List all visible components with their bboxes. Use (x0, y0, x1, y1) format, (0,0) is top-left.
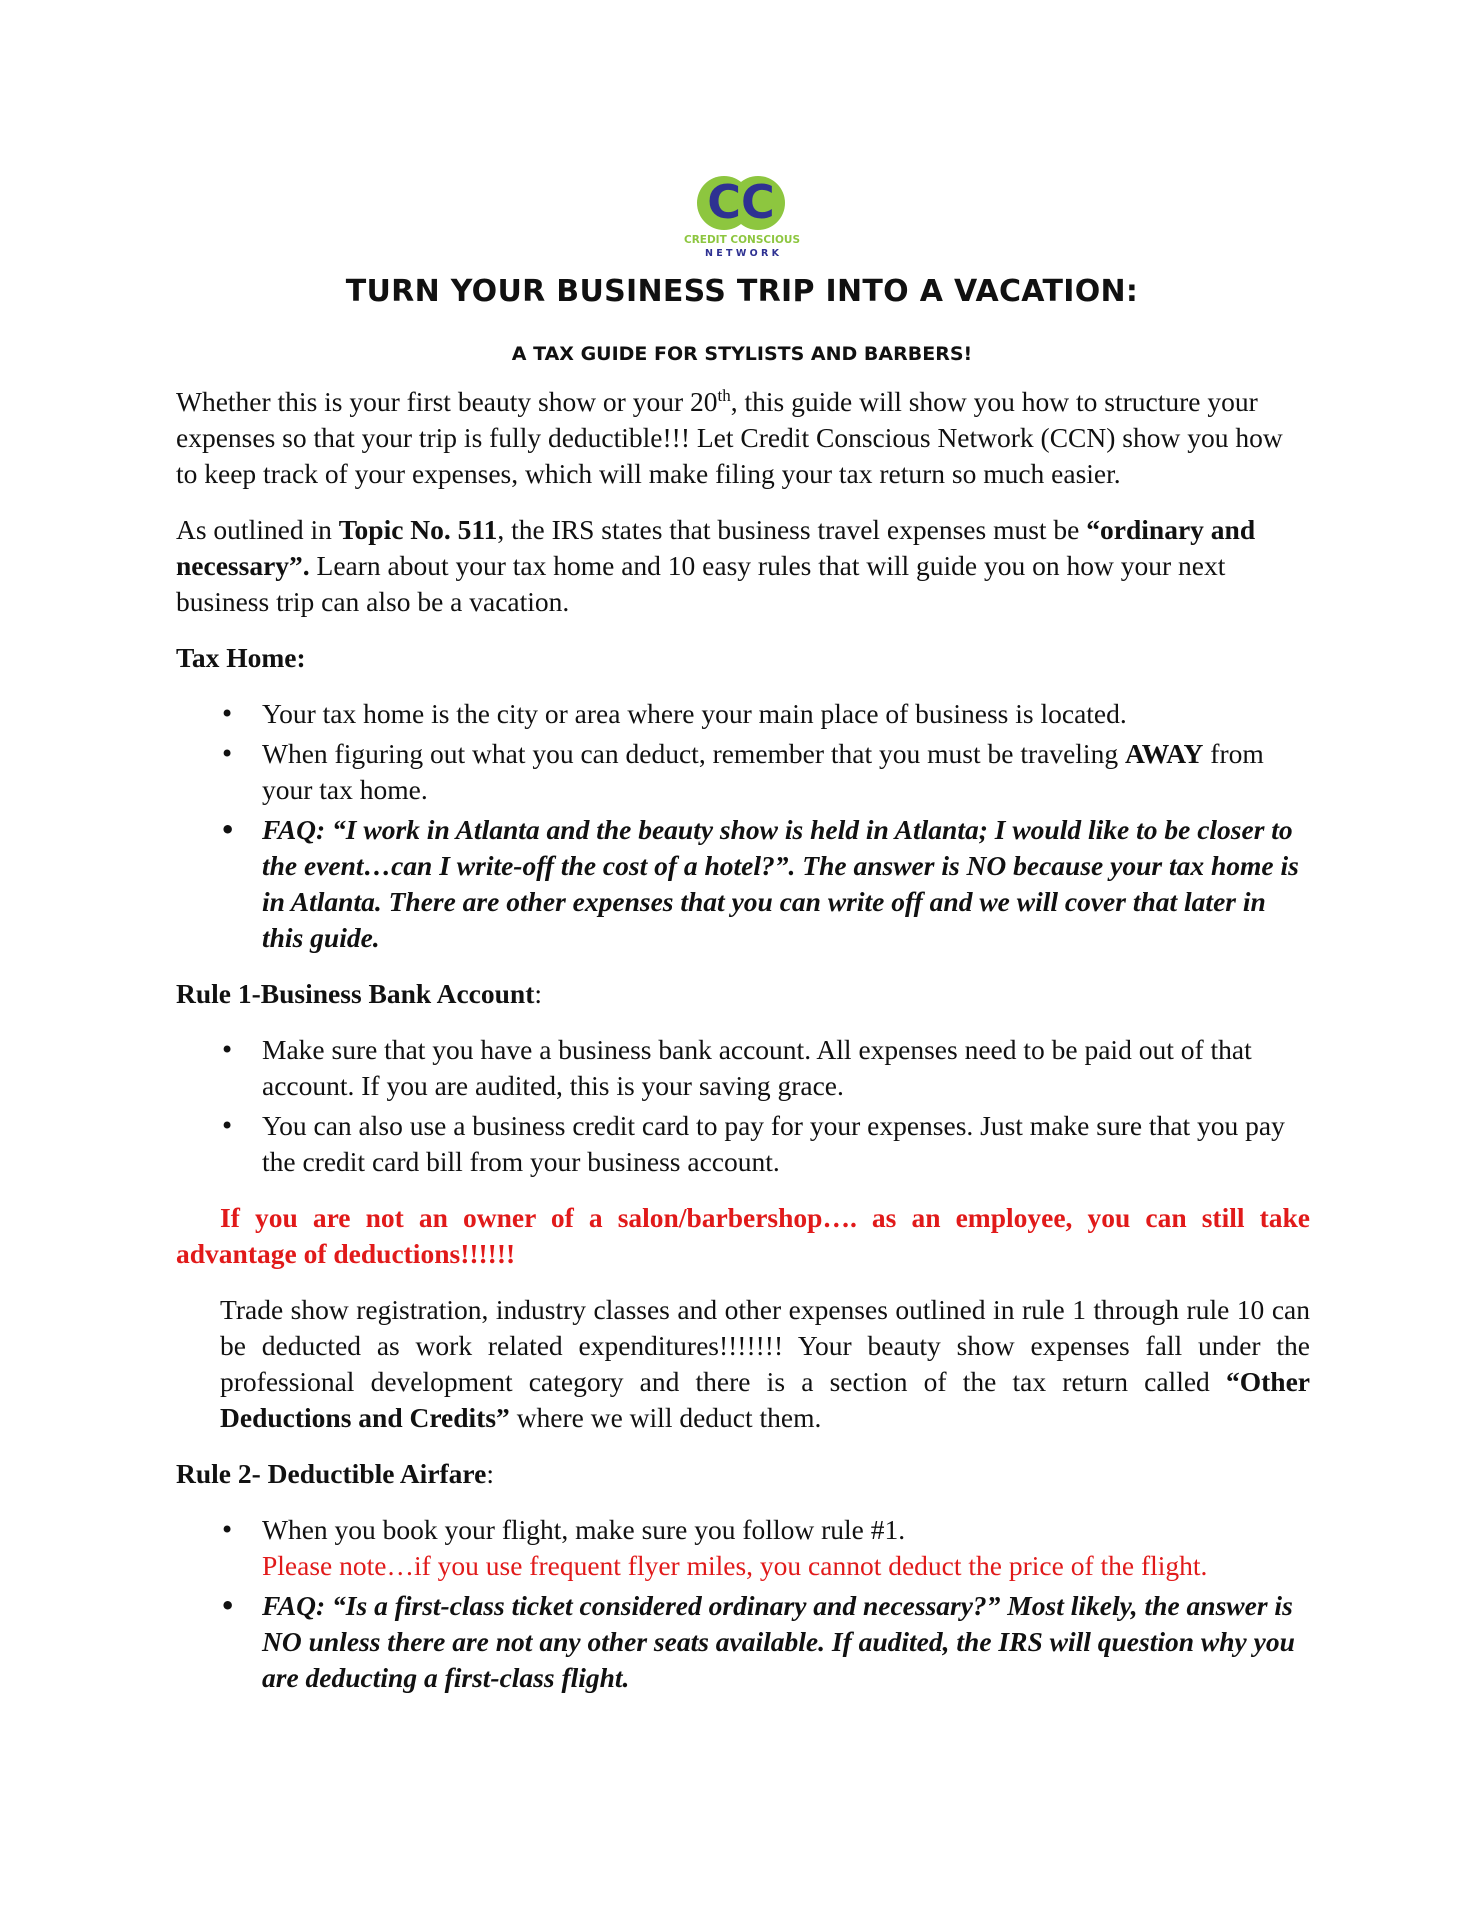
logo-letters: CC (707, 175, 775, 229)
rule2-list (176, 1512, 1310, 1696)
tax-home-list (176, 696, 1310, 956)
rule1-list (176, 1032, 1310, 1180)
faq-item: • FAQ: “I work in Atlanta and the beauty show is held in Atlanta; I would like to be closer to the event…can I write-off the cost of a hotel?”. The answer is NO because your tax home is in Atlanta. There are other expenses that you can write off and we will cover that later in this guide. (176, 812, 1310, 956)
tax-home-heading: Tax Home: (176, 642, 306, 673)
rule1-heading: Rule 1-Business Bank Account: (176, 978, 542, 1009)
trade-show-paragraph: Trade show registration, industry classes and other expenses outlined in rule 1 through rule 10 can be deducted as work related expenditures!!!!!!! Your beauty show expenses fall under the professional development category and there is a section of the tax return called “Other Deductions and Credits” where we will deduct them. (220, 1294, 1310, 1433)
outline-paragraph: As outlined in Topic No. 511, the IRS states that business travel expenses must be “ordinary and necessary”. Learn about your tax home and 10 easy rules that will guide you on how your next business trip can also be a vacation. (176, 514, 1256, 617)
employee-note: If you are not an owner of a salon/barbershop…. as an employee, you can still take advantage of deductions!!!!!! (176, 1202, 1310, 1269)
intro-paragraph: Whether this is your first beauty show or your 20th, this guide will show you how to structure your expenses so that your trip is fully deductible!!! Let Credit Conscious Network (CCN) show you how to keep track of your expenses, which will make filing your tax return so much easier. (176, 385, 1283, 489)
list-item: • When you book your flight, make sure you follow rule #1. Please note…if you use frequent flyer miles, you cannot deduct the price of the flight. (176, 1512, 1310, 1584)
list-item: • Your tax home is the city or area where your main place of business is located. (176, 696, 1310, 732)
frequent-flyer-note: Please note…if you use frequent flyer miles, you cannot deduct the price of the flight. (262, 1550, 1208, 1581)
faq-item: • FAQ: “Is a first-class ticket considered ordinary and necessary?” Most likely, the answer is NO unless there are not any other seats available. If audited, the IRS will question why you are deducting a first-class flight. (176, 1588, 1310, 1696)
logo-line1: CREDIT CONSCIOUS (684, 234, 800, 246)
document-title: TURN YOUR BUSINESS TRIP INTO A VACATION: (345, 274, 1139, 309)
ccn-logo (684, 172, 800, 258)
document-subtitle: A TAX GUIDE FOR STYLISTS AND BARBERS! (511, 343, 973, 365)
document-body (176, 384, 1310, 1716)
list-item: • You can also use a business credit card to pay for your expenses. Just make sure that you pay the credit card bill from your business account. (176, 1108, 1310, 1180)
list-item: • When figuring out what you can deduct, remember that you must be traveling AWAY from your tax home. (176, 736, 1310, 808)
logo-line2: N E T W O R K (705, 248, 779, 258)
list-item: • Make sure that you have a business bank account. All expenses need to be paid out of that account. If you are audited, this is your saving grace. (176, 1032, 1310, 1104)
rule2-heading: Rule 2- Deductible Airfare: (176, 1458, 494, 1489)
